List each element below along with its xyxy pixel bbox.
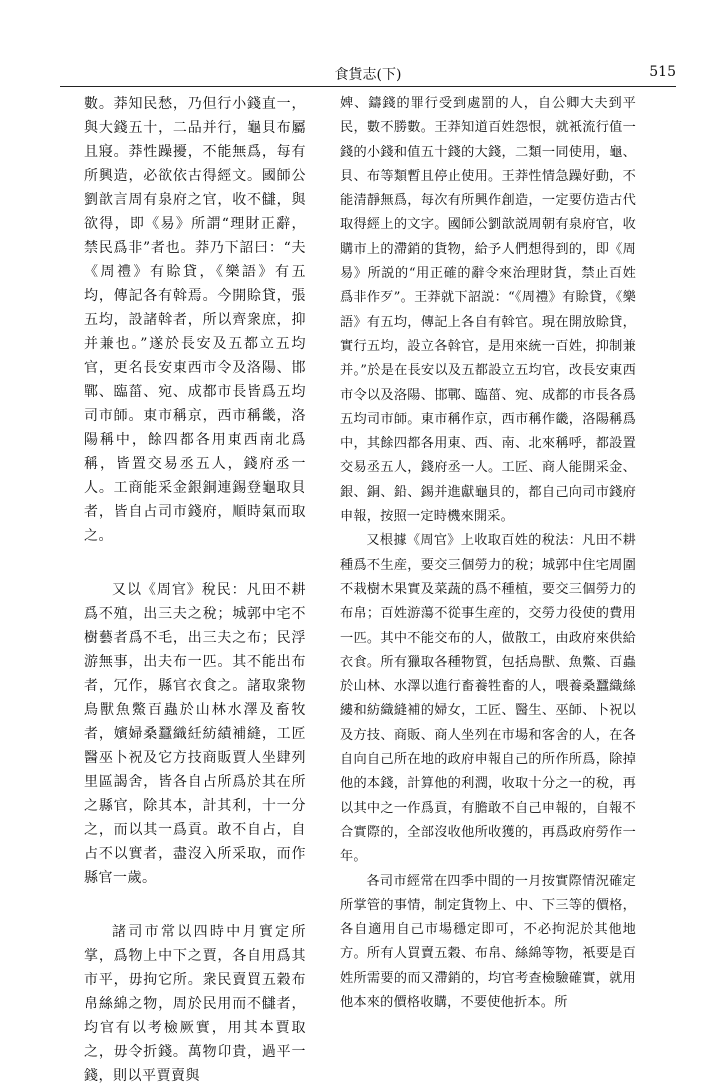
classical-paragraph-3: 諸司市常以四時中月實定所掌，爲物上中下之賈，各自用爲其市平，毋拘它所。衆民賣買五穀布帛絲綿之物，周於民用而不讎者，均官有以考檢厥實，用其本賈取之，毋令折錢。萬物卬貴，過平一錢，則以平賈賣與: [84, 924, 306, 1084]
classical-paragraph-1: 數。莽知民愁，乃但行小錢直一，與大錢五十，二品并行，龜貝布屬且寢。莽性躁擾，不能無爲，每有所興造，必欲依古得經文。國師公劉歆言周有泉府之官，收不讎，與欲得，即《易》所謂“理財正辭，禁民爲非”者也。莽乃下詔曰：“夫《周禮》有賒貸，《樂語》有五均，傳記各有斡焉。今開賒貸，張五均，設諸斡者，所以齊衆庶，抑并兼也。”遂於長安及五都立五均官，更名長安東西市令及洛陽、邯鄲、臨菑、宛、成都市長皆爲五均司市師。東市稱京，西市稱畿，洛陽稱中，餘四都各用東西南北爲稱，皆置交易丞五人，錢府丞一人。工商能采金銀銅連錫登龜取貝者，皆自占司市錢府，順時氣而取之。: [84, 96, 306, 544]
running-title: 食貨志(下): [334, 67, 402, 83]
translation-paragraph-1: 婢、鑄錢的罪行受到處罰的人，自公卿大夫到平民，數不勝數。王莽知道百姓怨恨，就衹流行值一錢的小錢和值五十錢的大錢，二類一同使用，龜、貝、布等類暫且停止使用。王莽性情急躁好動，不能清靜無爲，每次有所興作創造，一定要仿造古代取得經上的文字。國師公劉歆説周朝有泉府官，收購市上的滯銷的貨物，給予人們想得到的，即《周易》所説的“用正確的辭令來治理財貨，禁止百姓爲非作歹”。王莽就下詔説：“《周禮》有賒貸，《樂語》有五均，傳記上各自有斡官。現在開放賒貸，實行五均，設立各斡官，是用來統一百姓，抑制兼并。”於是在長安以及五都設立五均官，改長安東西市令以及洛陽、邯鄲、臨菑、宛、成都的市長各爲五均司市師。東市稱作京，西市稱作畿，洛陽稱爲中，其餘四都各用東、西、南、北來稱呼，都設置交易丞五人，錢府丞一人。工匠、商人能開采金、銀、銅、鉛、錫并進獻龜貝的，都自己向司市錢府申報，按照一定時機來開采。: [340, 96, 636, 525]
translation-paragraph-3: 各司市經常在四季中間的一月按實際情況確定所掌管的事情，制定貨物上、中、下三等的價格，各自適用自己市場穩定即可，不必拘泥於其他地方。所有人買賣五穀、布帛、絲綿等物，衹要是百姓所需要的而又滯銷的，均官考查檢驗確實，就用他本來的價格收購，不要使他折本。所: [340, 873, 636, 1010]
translation-paragraph-2: 又根據《周官》上收取百姓的稅法：凡田不耕種爲不生産，要交三個勞力的稅；城郭中住宅周圍不栽樹木果實及菜蔬的爲不種植，要交三個勞力的布帛；百姓游蕩不從事生産的，交勞力役使的費用一匹。其中不能交布的人，做散工，由政府來供給衣食。所有獵取各種物質，包括鳥獸、魚鱉、百蟲於山林、水澤以進行畜養牲畜的人，喂養桑蠶織絲縷和紡織縫補的婦女，工匠、醫生、巫師、卜祝以及方技、商販、商人坐列在市場和客舍的人，在各自向自己所在地的政府申報自己的所作所爲，除掉他的本錢，計算他的利潤，收取十分之一的稅，再以其中之一作爲貢，有膽敢不自己申報的，自報不合實際的，全部沒收他所收獲的，再爲政府勞作一年。: [340, 533, 636, 865]
translation-text-column: [340, 92, 636, 1010]
classical-paragraph-2: 又以《周官》稅民：凡田不耕爲不殖，出三夫之稅；城郭中宅不樹藝者爲不毛，出三夫之布；民浮游無事，出夫布一匹。其不能出布者，冗作，縣官衣食之。諸取衆物鳥獸魚鱉百蟲於山林水澤及畜牧者，嬪婦桑蠶織紝紡績補縫，工匠醫巫卜祝及它方技商販賈人坐肆列里區謁舍，皆各自占所爲於其在所之縣官，除其本，計其利，十一分之，而以其一爲貢。敢不自占，自占不以實者，盡沒入所采取，而作縣官一歲。: [84, 582, 306, 886]
running-header: [60, 62, 676, 87]
page-number: 515: [649, 64, 676, 80]
classical-text-column: [84, 92, 306, 1084]
